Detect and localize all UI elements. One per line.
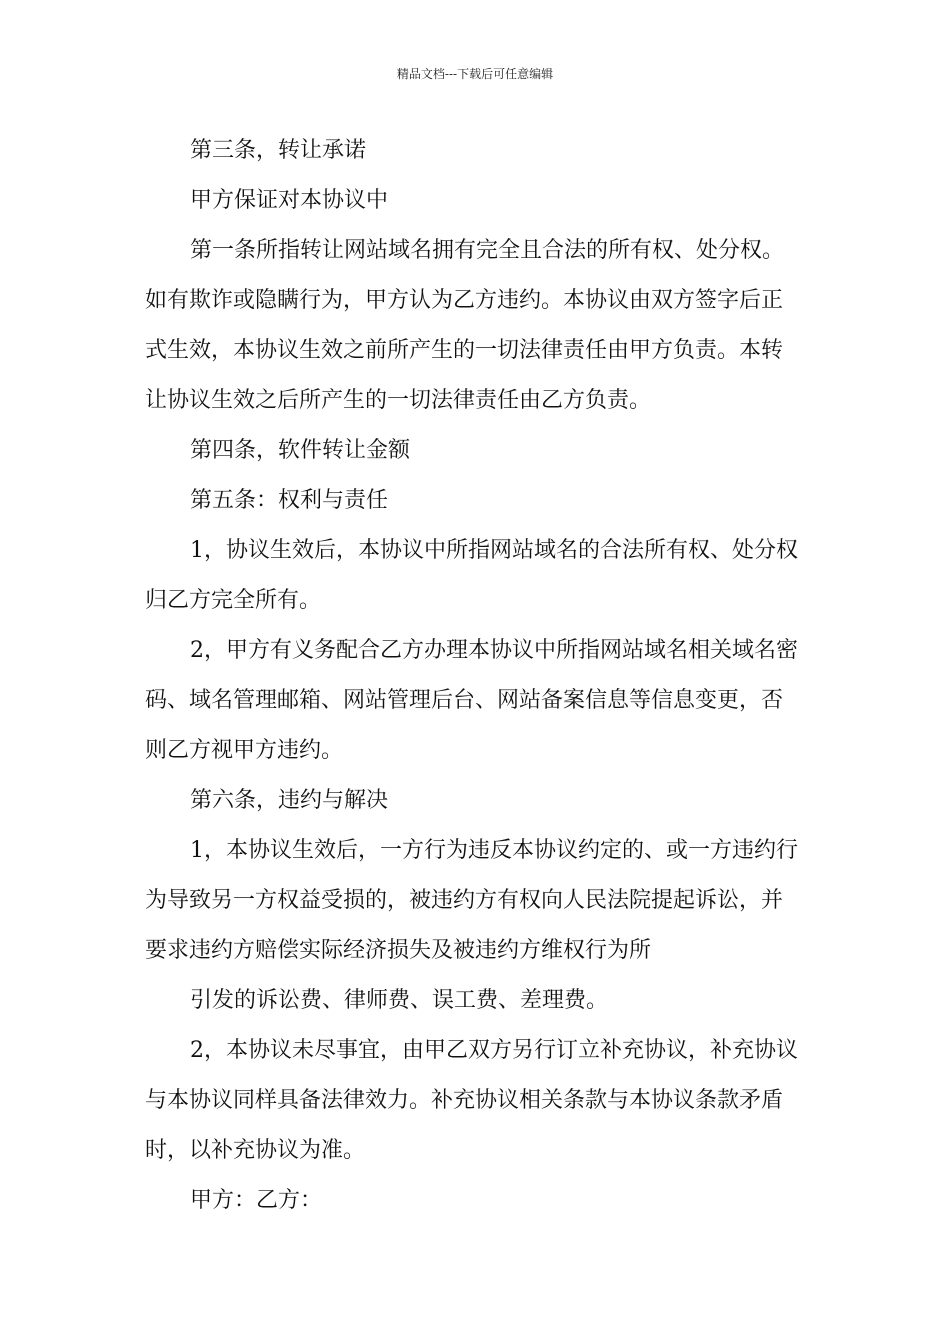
paragraph-line: 如有欺诈或隐瞒行为，甲方认为乙方违约。本协议由双方签字后正 <box>145 288 784 313</box>
page-header: 精品文档---下载后可任意编辑 <box>396 67 554 81</box>
paragraph-line: 1，本协议生效后，一方行为违反本协议约定的、或一方违约行 <box>190 838 798 863</box>
section-heading-4: 第四条，软件转让金额 <box>190 438 411 463</box>
section-heading-3: 第三条，转让承诺 <box>190 138 367 163</box>
paragraph-line: 2，甲方有义务配合乙方办理本协议中所指网站域名相关域名密 <box>190 638 798 663</box>
section-heading-5: 第五条：权利与责任 <box>190 488 389 513</box>
paragraph-line: 1，协议生效后，本协议中所指网站域名的合法所有权、处分权 <box>190 538 798 563</box>
paragraph-line: 式生效，本协议生效之前所产生的一切法律责任由甲方负责。本转 <box>145 338 784 363</box>
paragraph-line: 甲方保证对本协议中 <box>190 188 389 213</box>
section-heading-6: 第六条，违约与解决 <box>190 788 389 813</box>
paragraph-line: 要求违约方赔偿实际经济损失及被违约方维权行为所 <box>145 938 652 963</box>
paragraph-line: 让协议生效之后所产生的一切法律责任由乙方负责。 <box>145 388 652 413</box>
paragraph-line: 则乙方视甲方违约。 <box>145 738 344 763</box>
paragraph-line: 时，以补充协议为准。 <box>145 1138 366 1163</box>
signature-line: 甲方：乙方： <box>190 1188 323 1213</box>
paragraph-line: 2，本协议未尽事宜，由甲乙双方另行订立补充协议，补充协议 <box>190 1038 798 1063</box>
paragraph-line: 归乙方完全所有。 <box>145 588 322 613</box>
paragraph-line: 为导致另一方权益受损的，被违约方有权向人民法院提起诉讼，并 <box>145 888 784 913</box>
paragraph-line: 与本协议同样具备法律效力。补充协议相关条款与本协议条款矛盾 <box>145 1088 784 1113</box>
paragraph-line: 引发的诉讼费、律师费、误工费、差理费。 <box>190 988 609 1013</box>
paragraph-line: 码、域名管理邮箱、网站管理后台、网站备案信息等信息变更，否 <box>145 688 784 713</box>
paragraph-line: 第一条所指转让网站域名拥有完全且合法的所有权、处分权。 <box>190 238 785 263</box>
